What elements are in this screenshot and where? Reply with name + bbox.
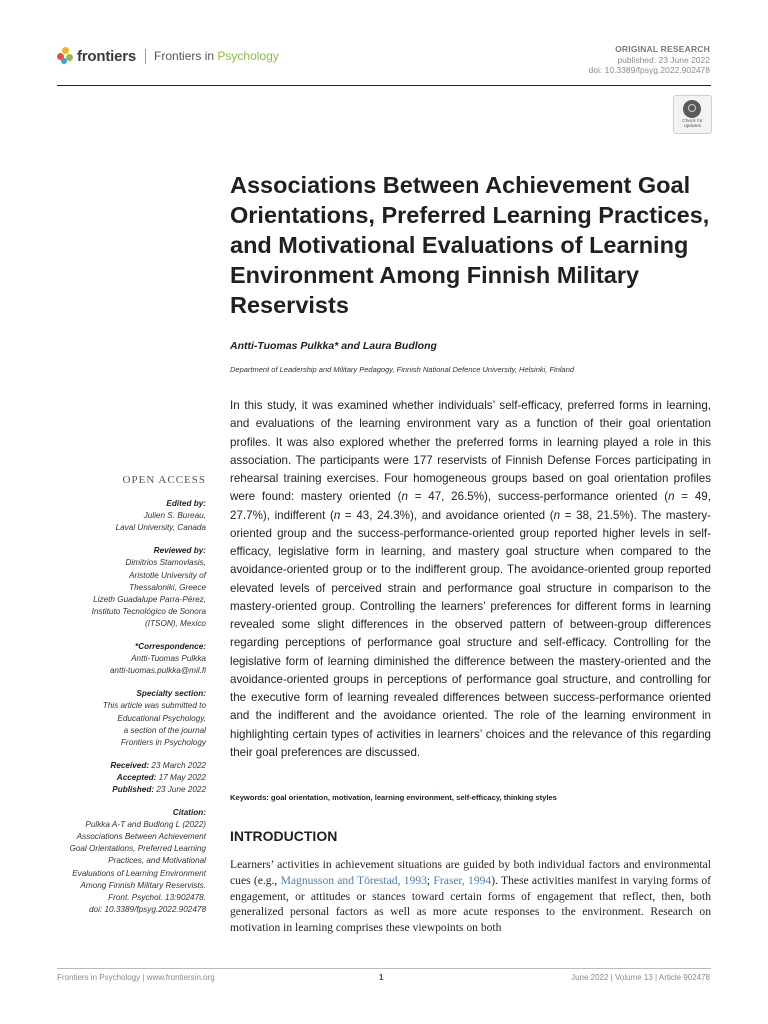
article-dates bbox=[36, 760, 206, 796]
citation-link[interactable]: Fraser, 1994 bbox=[433, 873, 492, 887]
published-date-sidebar: Published: 23 June 2022 bbox=[112, 784, 206, 794]
article-doi[interactable]: doi: 10.3389/fpsyg.2022.902478 bbox=[588, 65, 710, 75]
frontiers-logo-icon bbox=[57, 47, 73, 65]
published-date: published: 23 June 2022 bbox=[617, 54, 710, 65]
publisher-name: frontiers bbox=[77, 47, 137, 65]
article-authors[interactable]: Antti-Tuomas Pulkka* and Laura Budlong bbox=[230, 340, 437, 352]
citation-link[interactable]: Magnusson and Törestad, 1993 bbox=[280, 873, 427, 887]
article-info-sidebar bbox=[36, 474, 206, 927]
article-meta bbox=[589, 44, 710, 76]
author-affiliation: Department of Leadership and Military Pedagogy, Finnish National Defence University, Helsinki, Finland bbox=[230, 365, 575, 374]
check-updates-icon bbox=[683, 100, 701, 118]
section-heading-introduction: INTRODUCTION bbox=[230, 828, 338, 844]
keywords: Keywords: goal orientation, motivation, learning environment, self-efficacy, thinking styles bbox=[230, 793, 557, 802]
page-number: 1 bbox=[379, 973, 384, 982]
correspondence: *Correspondence: Antti-Tuomas Pulkka antti-tuomas.pulkka@mil.fi bbox=[36, 641, 206, 677]
publisher-logo[interactable] bbox=[57, 44, 279, 68]
reviewed-by: Reviewed by: Dimitrios Stamovlasis, Aristotle University of Thessaloniki, Greece Lizeth Guadalupe Parra-Pérez, Instituto Tecnológico de Sonora (ITSON), Mexico bbox=[91, 546, 206, 628]
journal-name: Frontiers in Psychology bbox=[154, 49, 279, 63]
header-divider bbox=[57, 85, 711, 86]
introduction-paragraph: Learners’ activities in achievement situations are guided by both individual factors and environmental cues (e.g., Magnusson and Törestad, 1993; Fraser, 1994). These activities manifest in varying forms of engagement, or attitudes or stances toward certain forms of engagement that reflect, then, both generalized personal factors as well as more acute responses to the environment. Research on motivation in learning comprises these viewpoints on both bbox=[230, 858, 711, 935]
edited-by: Edited by: Julien S. Bureau, Laval University, Canada bbox=[115, 499, 206, 533]
check-updates-label: Check for updates bbox=[682, 119, 703, 130]
correspondence-email[interactable]: antti-tuomas.pulkka@mil.fi bbox=[109, 666, 206, 676]
footer-volume-info: June 2022 | Volume 13 | Article 902478 bbox=[571, 973, 710, 982]
logo-divider bbox=[145, 49, 146, 64]
abstract: In this study, it was examined whether individuals’ self-efficacy, preferred forms in learning, and evaluations of the learning environment vary as a function of their goal orientation profiles. It was also explored whether the preferred forms in learning played a role in this association. The participants were 177 reservists of Finnish Defense Forces participating in rehearsal training exercises. Four homogeneous groups based on goal orientation profiles were found: mastery oriented (n = 47, 26.5%), success-performance oriented (n = 49, 27.7%), indifferent (n = 43, 24.3%), and avoidance oriented (n = 38, 21.5%). The mastery-oriented group and the success-performance-oriented group reported higher levels in self-efficacy, legislative form in learning, and mastery goal structure when compared to the avoidance-oriented group or to the indifferent group. The avoidance-oriented group reported elevated levels of perceived strain and performance goal structure in comparison to the mastery-oriented group. Controlling the learners’ preferences for different forms in learning revealed some slight differences in the observed pattern of between-group differences regarding perceptions of performance goal structure and self-efficacy. Controlling for the legislative form of learning diminished the difference between the mastery-oriented and the avoidance-oriented groups in perceptions of performance goal structure, and controlling for the executive form of learning revealed differences between success-performance oriented and the indifferent and the avoidance oriented. The role of the learning environment in highlighting certain types of activities in learners’ choices and the relevance of this regarding their goal preferences are discussed. bbox=[230, 399, 711, 759]
accepted-date: Accepted: 17 May 2022 bbox=[116, 772, 206, 782]
footer-journal-link[interactable]: Frontiers in Psychology | www.frontiersin.org bbox=[57, 973, 215, 982]
article-title: Associations Between Achievement Goal Orientations, Preferred Learning Practices, and Motivational Evaluations of Learning Environment Among Finnish Military Reservists bbox=[230, 172, 710, 318]
received-date: Received: 23 March 2022 bbox=[110, 760, 206, 770]
specialty-section: Specialty section: This article was submitted to Educational Psychology, a section of the journal Frontiers in Psychology bbox=[102, 689, 206, 747]
citation-doi[interactable]: doi: 10.3389/fpsyg.2022.902478 bbox=[89, 904, 206, 914]
footer-divider bbox=[57, 968, 711, 969]
citation: Citation: Pulkka A-T and Budlong L (2022) Associations Between Achievement Goal Orientations, Preferred Learning Practices, and Motivational Evaluations of Learning Environment Among Finnish Military Reservists. Front. Psychol. 13:902478. doi: 10.3389/fpsyg.2022.902478 bbox=[36, 807, 206, 916]
open-access-label: OPEN ACCESS bbox=[122, 474, 206, 486]
article-type: ORIGINAL RESEARCH bbox=[615, 44, 710, 54]
check-for-updates-button[interactable] bbox=[673, 95, 712, 134]
